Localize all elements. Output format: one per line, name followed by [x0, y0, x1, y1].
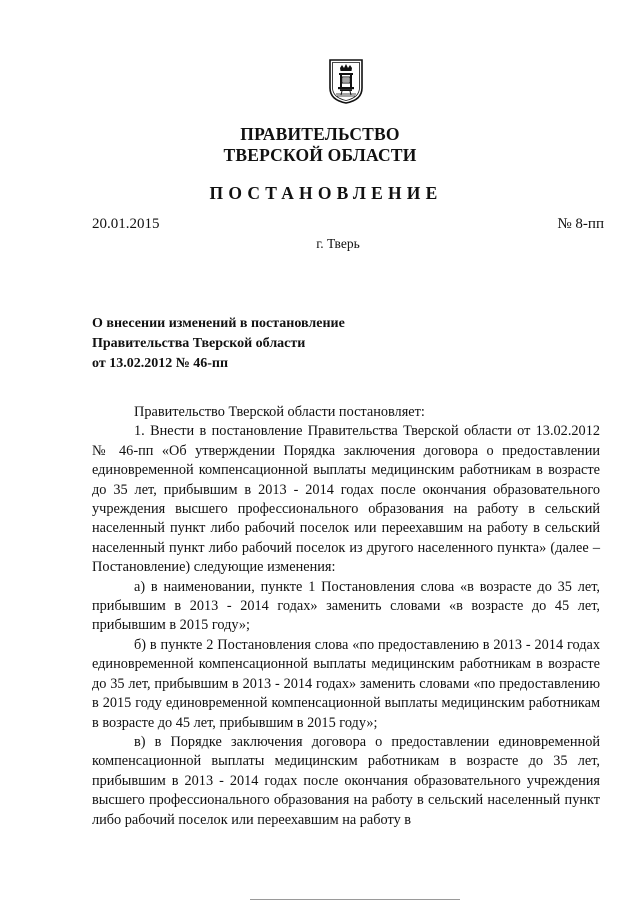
document-type: ПОСТАНОВЛЕНИЕ — [209, 183, 443, 203]
document-body — [92, 403, 600, 830]
document-place: г. Тверь — [316, 236, 360, 251]
subject-line-1: О внесении изменений в постановление — [92, 316, 345, 331]
body-paragraph-1: 1. Внести в постановление Правительства Тверской области от 13.02.2012 № 46-пп «Об утверждении Порядка заключения договора о предоставлении единовременной компенсационной выплаты медицинским работникам в возрасте до 35 лет, прибывшим в 2013 - 2014 годах после окончания образовательного учреждения высшего профессионального образования на работу в сельский населенный пункт либо рабочий поселок или переехавшим на работу в сельский населенный пункт либо рабочий поселок из другого населенного пункта» (далее – Постановление) следующие изменения: — [92, 423, 600, 576]
government-name-line-2: ТВЕРСКОЙ ОБЛАСТИ — [223, 145, 417, 165]
subject-line-3: от 13.02.2012 № 46-пп — [92, 356, 229, 371]
subject-line-2: Правительства Тверской области — [92, 336, 306, 351]
document-subject — [92, 314, 345, 374]
coat-of-arms-icon — [328, 58, 364, 104]
body-paragraph-c: в) в Порядке заключения договора о предоставлении единовременной компенсационной выплаты медицинским работникам в возрасте до 35 лет, прибывшим в 2013 - 2014 годах после окончания образовательного учреждения высшего профессионального образования на работу в сельский населенный пункт либо рабочий поселок или переехавшим на работу в — [92, 733, 600, 828]
scan-edge-line — [250, 899, 460, 900]
government-name-line-1: ПРАВИТЕЛЬСТВО — [240, 124, 400, 144]
body-paragraph-b: б) в пункте 2 Постановления слова «по предоставлению в 2013 - 2014 годах единовременной компенсационной выплаты медицинским работникам в возрасте до 35 лет, прибывшим в 2013 - 2014 годах» заменить словами «по предоставлению в 2015 году единовременной компенсационной выплаты медицинским работникам в возрасте до 45 лет, прибывшим в 2015 году»; — [92, 636, 600, 731]
body-paragraph-preamble: Правительство Тверской области постановляет: — [134, 404, 425, 420]
document-number: № 8-пп — [557, 216, 604, 232]
document-date: 20.01.2015 — [92, 216, 160, 232]
body-paragraph-a: а) в наименовании, пункте 1 Постановления слова «в возрасте до 35 лет, прибывшим в 2013 - 2014 годах» заменить словами «в возрасте до 45 лет, прибывшим в 2015 году»; — [92, 578, 600, 634]
